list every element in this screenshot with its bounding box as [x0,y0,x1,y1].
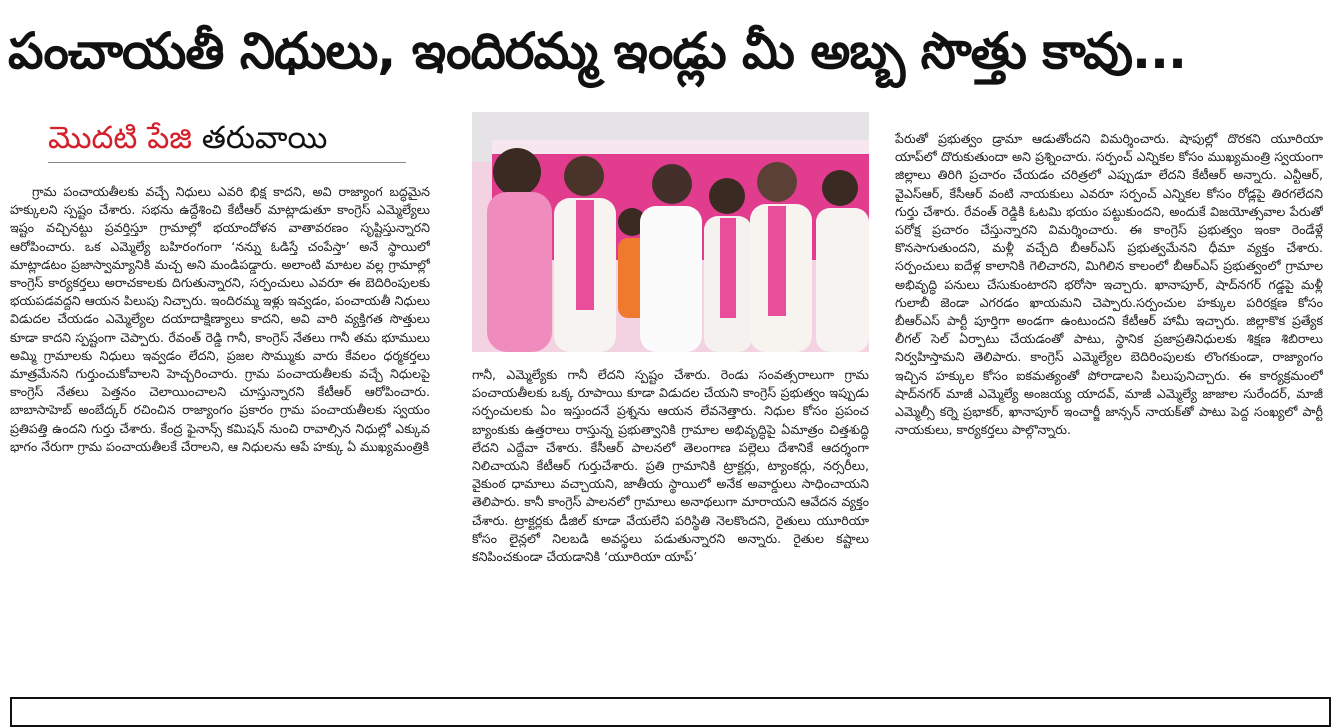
column-1-text: గ్రామ పంచాయతీలకు వచ్చే నిధులు ఎవరి భిక్ష కాదని, అవి రాజ్యాంగ బద్ధమైన హక్కులని స్పష్టం చేశారు. సభను ఉద్దేశించి కేటీఆర్ మాట్లాడుతూ కాంగ్రెస్ ఎమ్మెల్యేలు ఇష్టం వచ్చినట్టు ప్రవర్తిస్తూ గ్రామాల్లో భయాందోళన వాతావరణం సృష్టిస్తున్నారని ఆరోపించారు. ఒక ఎమ్మెల్యే బహిరంగంగా ‘నన్ను ఓడిస్తే చంపేస్తా’ అనే స్థాయిలో మాట్లాడటం ప్రజాస్వామ్యానికి మచ్చ అని మండిపడ్డారు. అలాంటి మాటల వల్ల గ్రామాల్లో కాంగ్రెస్ కార్యకర్తలు అరాచకాలకు దిగుతున్నారని, సర్పంచులు ఎవరూ ఈ బెదిరింపులకు భయపడవద్దని ఆయన పిలుపు నిచ్చారు. ఇందిరమ్మ ఇళ్లు ఇవ్వడం, పంచాయతీ నిధులు విడుదల చేయడం ఎమ్మెల్యేల దయాదాక్షిణ్యాలు కాదని, అవి వారి వ్యక్తిగత సొత్తులు కూడా కాదని స్పష్టంగా చెప్పారు. రేవంత్ రెడ్డి గానీ, కాంగ్రెస్ నేతలు గానీ తమ భూములు అమ్మి గ్రామాలకు నిధులు ఇవ్వడం లేదని, ప్రజల సొమ్ముకు వారు కేవలం ధర్మకర్తలు మాత్రమేనని గుర్తుంచుకోవాలని హెచ్చరించారు. గ్రామ పంచాయతీలకు వచ్చే నిధులపై కాంగ్రెస్ నేతలు పెత్తనం చెలాయించాలని చూస్తున్నారని కేటీఆర్ ఆరోపించారు. బాబాసాహెబ్ అంబేద్కర్ రచించిన రాజ్యాంగం ప్రకారం గ్రామ పంచాయతీలకు స్వయం ప్రతిపత్తి ఉందని గుర్తు చేశారు. కేంద్ర ఫైనాన్స్ కమిషన్ నుంచి రావాల్సిన నిధుల్లో ఎక్కువ భాగం నేరుగా గ్రామ పంచాయతీలకే చేరాలని, ఆ నిధులను ఆపే హక్కు ఏ ముఖ్యమంత్రికి [10,184,430,454]
bottom-border-frame [10,697,1331,727]
kicker-first-page: మొదటి పేజి [48,120,192,156]
article-column-1 [10,183,430,683]
news-photo-icon [472,112,869,352]
column-2-text: గానీ, ఎమ్మెల్యేకు గానీ లేదని స్పష్టం చేశారు. రెండు సంవత్సరాలుగా గ్రామ పంచాయతీలకు ఒక్క రూపాయి కూడా విడుదల చేయని కాంగ్రెస్ ప్రభుత్వం ఇప్పుడు సర్పంచులకు ఏం ఇస్తుందనే ప్రశ్నను ఆయన లేవనెత్తారు. నిధుల కోసం ప్రపంచ బ్యాంకుకు ఉత్తరాలు రాస్తున్న ప్రభుత్వానికి గ్రామాల అభివృద్ధిపై ఏమాత్రం చిత్తశుద్ధి లేదని ఎద్దేవా చేశారు. కేసీఆర్ పాలనలో తెలంగాణ పల్లెలు దేశానికే ఆదర్శంగా నిలిచాయని కేటీఆర్ గుర్తుచేశారు. ప్రతి గ్రామానికి ట్రాక్టర్లు, ట్యాంకర్లు, నర్సరీలు, వైకుంఠ ధామాలు వచ్చాయని, జాతీయ స్థాయిలో అనేక అవార్డులు సాధించాయని తెలిపారు. కానీ కాంగ్రెస్ పాలనలో గ్రామాలు అనాథలుగా మారాయని ఆవేదన వ్యక్తం చేశారు. ట్రాక్టర్లకు డీజిల్ కూడా వేయలేని పరిస్థితి నెలకొందని, రైతులు యూరియా కోసం లైన్లలో నిలబడి అవస్థలు పడుతున్నారని అన్నారు. రైతుల కష్టాలు కనిపించకుండా చేయడానికి ‘యూరియా యాప్’ [472,367,869,565]
column-3-text: పేరుతో ప్రభుత్వం డ్రామా ఆడుతోందని విమర్శించారు. షాపుల్లో దొరకని యూరియా యాప్‌లో దొరుకుతుందా అని ప్రశ్నించారు. సర్పంచ్ ఎన్నికల కోసం ముఖ్యమంత్రి స్వయంగా జిల్లాలు తిరిగి ప్రచారం చేయడం చరిత్రలో ఎప్పుడూ లేదని కేటీఆర్ అన్నారు. ఎన్టీఆర్, వైఎస్ఆర్, కేసీఆర్ వంటి నాయకులు ఎవరూ సర్పంచ్ ఎన్నికల కోసం రోడ్లపై తిరగలేదని గుర్తు చేశారు. రేవంత్ రెడ్డికి ఓటమి భయం పట్టుకుందని, అందుకే విజయోత్సవాల పేరుతో పరోక్ష ప్రచారం చేస్తున్నారని విమర్శించారు. ఈ కాంగ్రెస్ ప్రభుత్వం ఇంకా రెండేళ్లే కొనసాగుతుందని, మళ్లీ వచ్చేది బీఆర్ఎస్ ప్రభుత్వమేనని ధీమా వ్యక్తం చేశారు. సర్పంచులు ఐదేళ్ల కాలానికి గెలిచారని, మిగిలిన కాలంలో బీఆర్ఎస్ ప్రభుత్వంలో గ్రామాల అభివృద్ధి పనులు చేసుకుంటారని భరోసా ఇచ్చారు. ఖానాపూర్, షాద్‌నగర్ గడ్డపై మళ్లీ గులాబీ జెండా ఎగరడం ఖాయమని చెప్పారు.సర్పంచుల హక్కుల పరిరక్షణ కోసం బీఆర్ఎస్ పార్టీ పూర్తిగా అండగా ఉంటుందని కేటీఆర్ హామీ ఇచ్చారు. జిల్లాకొక ప్రత్యేక లీగల్ సెల్ ఏర్పాటు చేయడంతో పాటు, స్థానిక ప్రజాప్రతినిధులకు శిక్షణ శిబిరాలు నిర్వహిస్తామని తెలిపారు. కాంగ్రెస్ ఎమ్మెల్యేల బెదిరింపులకు లొంగకుండా, రాజ్యాంగం ఇచ్చిన హక్కుల కోసం ఐకమత్యంతో పోరాడాలని పిలుపునిచ్చారు. ఈ కార్యక్రమంలో షాద్‌నగర్ మాజీ ఎమ్మెల్యే అంజయ్య యాదవ్, మాజీ ఎమ్మెల్యే జాజాల సురేందర్, మాజీ ఎమ్మెల్సీ కర్నె ప్రభాకర్, ఖానాపూర్ ఇంచార్జీ జాన్సన్ నాయక్‌తో పాటు పెద్ద సంఖ్యలో పార్టీ నాయకులు, కార్యకర్తలు పాల్గొన్నారు. [895,131,1323,438]
headline: పంచాయతీ నిధులు, ఇందిరమ్మ ఇండ్లు మీ అబ్బ సొత్తు కావు... [8,22,1186,80]
kicker-continued: తరువాయి [201,120,328,156]
kicker-underline [48,162,406,163]
photo-illustration [472,112,869,352]
continued-kicker [48,116,327,160]
article-column-2 [472,366,869,686]
article-column-3 [895,130,1323,690]
